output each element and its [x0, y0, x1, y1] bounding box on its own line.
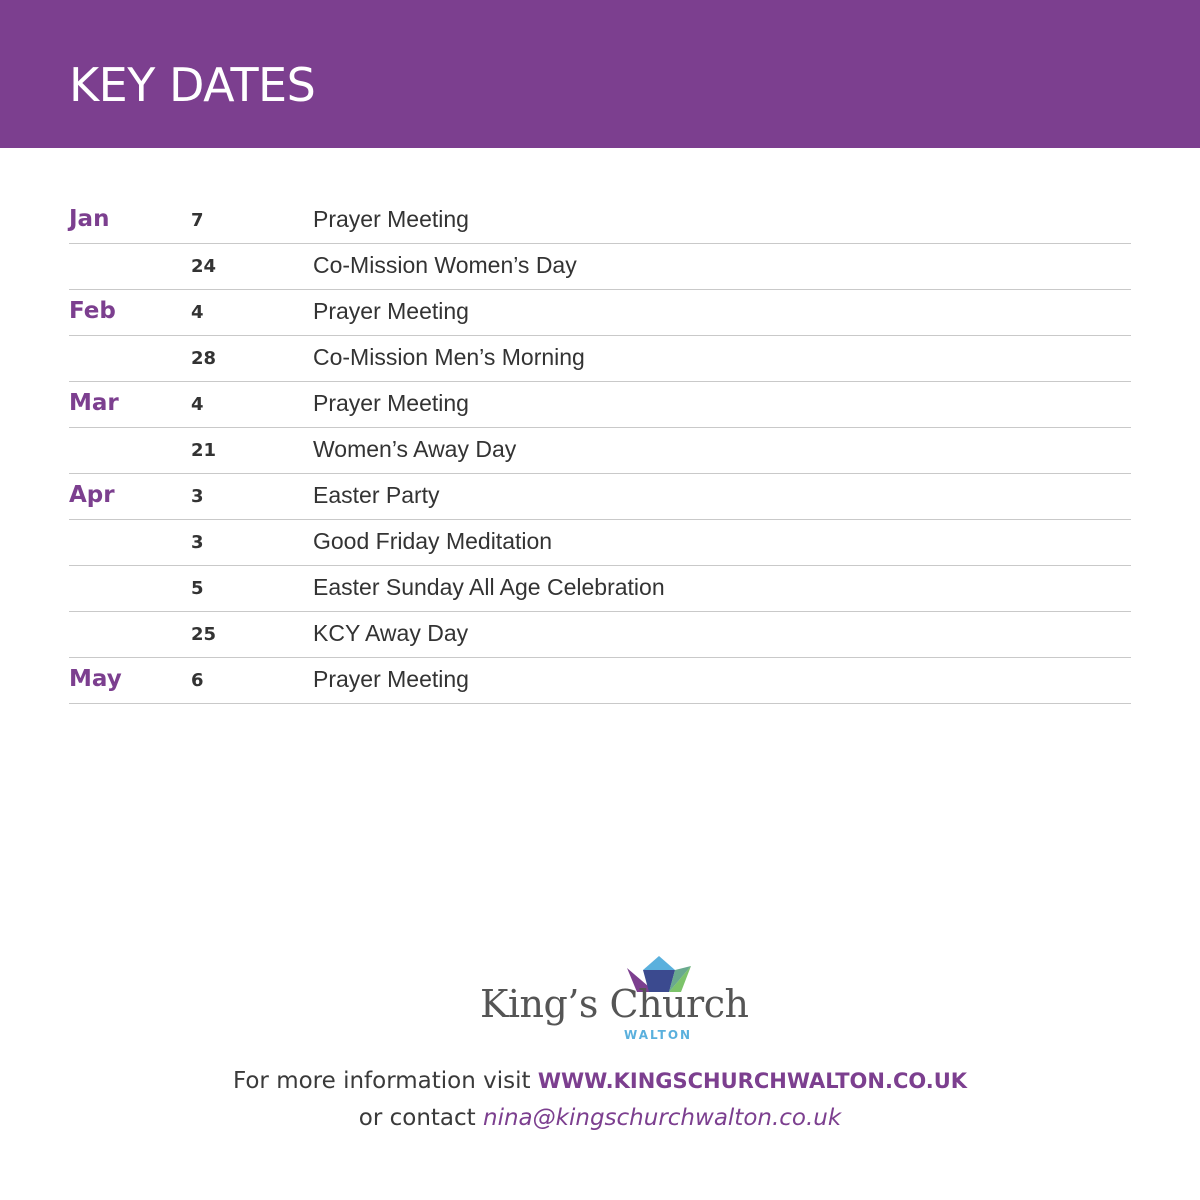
day-number: 6 [191, 670, 204, 691]
day-number: 3 [191, 532, 204, 553]
table-row [69, 612, 1131, 658]
footer-contact-text: or contact [358, 1105, 484, 1131]
table-row [69, 290, 1131, 336]
month-label: Mar [69, 390, 119, 416]
footer-info-line [0, 1068, 1200, 1094]
event-name: KCY Away Day [313, 620, 469, 646]
church-logo [470, 950, 749, 1050]
day-number: 4 [191, 394, 204, 415]
day-number: 25 [191, 624, 217, 645]
event-name: Prayer Meeting [313, 390, 469, 416]
key-dates-table [69, 198, 1131, 704]
table-row [69, 428, 1131, 474]
event-name: Easter Sunday All Age Celebration [313, 574, 665, 600]
website-link[interactable]: WWW.KINGSCHURCHWALTON.CO.UK [537, 1069, 968, 1093]
day-number: 24 [191, 256, 217, 277]
table-row [69, 658, 1131, 704]
table-row [69, 336, 1131, 382]
table-row [69, 244, 1131, 290]
day-number: 4 [191, 302, 204, 323]
month-label: Jan [69, 206, 110, 232]
table-row [69, 474, 1131, 520]
day-number: 28 [191, 348, 217, 369]
table-row [69, 382, 1131, 428]
logo-subtitle: WALTON [624, 1028, 693, 1042]
day-number: 3 [191, 486, 204, 507]
footer-contact-line [0, 1105, 1200, 1131]
event-name: Prayer Meeting [313, 206, 469, 232]
event-name: Easter Party [313, 482, 440, 508]
event-name: Women’s Away Day [313, 436, 517, 462]
logo-name: King’s Church [480, 982, 749, 1026]
month-label: Apr [69, 482, 115, 508]
page-title: KEY DATES [69, 58, 316, 112]
header-banner [0, 0, 1200, 148]
event-name: Co-Mission Women’s Day [313, 252, 577, 278]
month-label: May [69, 666, 122, 692]
month-label: Feb [69, 298, 116, 324]
event-name: Prayer Meeting [313, 666, 469, 692]
day-number: 7 [191, 210, 204, 231]
day-number: 5 [191, 578, 204, 599]
event-name: Good Friday Meditation [313, 528, 553, 554]
event-name: Prayer Meeting [313, 298, 469, 324]
day-number: 21 [191, 440, 217, 461]
table-row [69, 520, 1131, 566]
footer-info-text: For more information visit [232, 1068, 538, 1094]
email-link[interactable]: nina@kingschurchwalton.co.uk [483, 1105, 842, 1131]
table-row [69, 566, 1131, 612]
event-name: Co-Mission Men’s Morning [313, 344, 585, 370]
table-row [69, 198, 1131, 244]
